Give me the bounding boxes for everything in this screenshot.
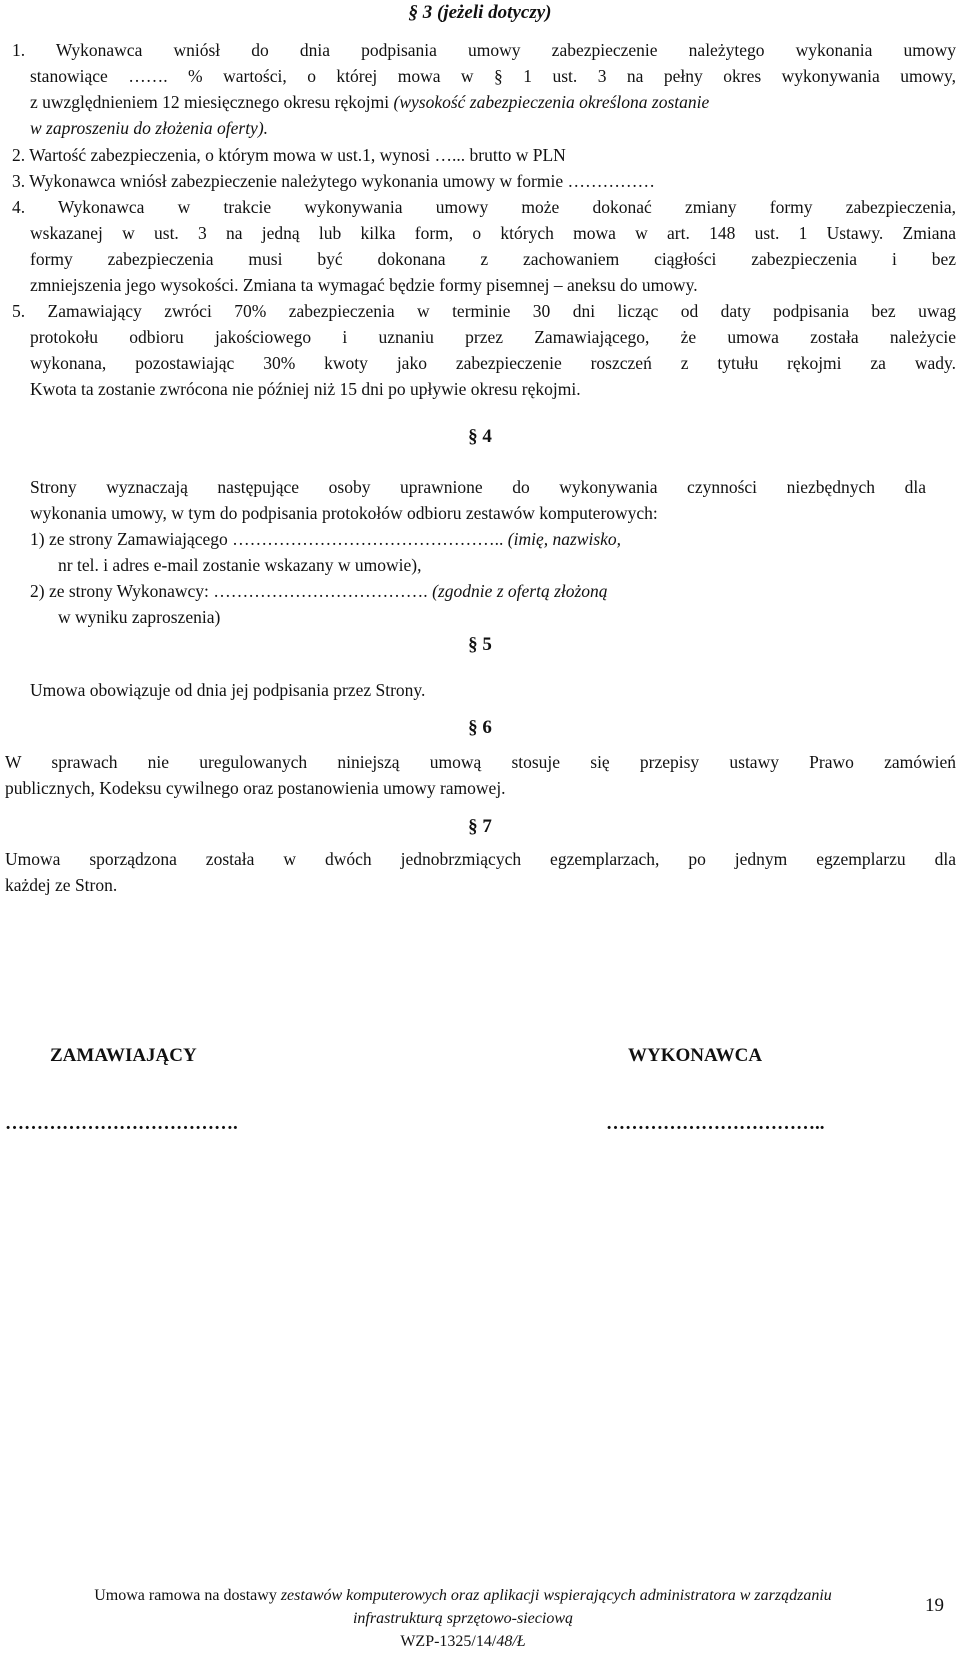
s3-p4-line1: 4. Wykonawca w trakcie wykonywania umowy może dokonać zmiany formy zabezpieczenia, xyxy=(12,197,956,217)
s4-line1: Strony wyznaczają następujące osoby uprawnione do wykonywania czynności niezbędnych dla xyxy=(30,477,926,497)
footer-reference-italic: 48/Ł xyxy=(496,1633,526,1650)
section-4-heading: § 4 xyxy=(468,426,492,447)
s4-line2: wykonania umowy, w tym do podpisania protokołów odbioru zestawów komputerowych: xyxy=(30,503,658,523)
s3-p4-line4: zmniejszenia jego wysokości. Zmiana ta wymagać będzie formy pisemnej – aneksu do umowy. xyxy=(30,275,698,295)
s3-p5-line1: 5. Zamawiający zwróci 70% zabezpieczenia w terminie 30 dni licząc od daty podpisania bez uwag xyxy=(12,301,956,321)
s3-p2: 2. Wartość zabezpieczenia, o którym mowa w ust.1, wynosi …... brutto w PLN xyxy=(12,145,566,165)
section-5-heading: § 5 xyxy=(468,634,492,655)
footer-line3 xyxy=(28,1631,898,1653)
s7-line2: każdej ze Stron. xyxy=(5,875,118,895)
s3-p3: 3. Wykonawca wniósł zabezpieczenie należytego wykonania umowy w formie …………… xyxy=(12,171,656,191)
s3-p1-line3 xyxy=(30,90,709,115)
s4-line6: w wyniku zaproszenia) xyxy=(58,607,221,627)
footer-line1-italic: zestawów komputerowych oraz aplikacji wspierających administratora w zarządzaniu xyxy=(280,1587,832,1604)
s3-p5-line4: Kwota ta zostanie zwrócona nie później niż 15 dni po upływie okresu rękojmi. xyxy=(30,379,581,399)
s3-p1-line3-text: z uwzględnieniem 12 miesięcznego okresu rękojmi xyxy=(30,92,390,112)
signature-label-wykonawca: WYKONAWCA xyxy=(628,1045,763,1066)
section-7-heading: § 7 xyxy=(468,816,492,837)
s4-line5 xyxy=(30,579,608,604)
s4-line3-italic: (imię, nazwisko, xyxy=(507,529,622,549)
footer-line1 xyxy=(28,1585,898,1607)
page-number: 19 xyxy=(925,1595,944,1616)
s4-line4: nr tel. i adres e-mail zostanie wskazany w umowie), xyxy=(58,555,422,575)
s3-p1-line4: w zaproszeniu do złożenia oferty). xyxy=(30,118,269,138)
section-3-heading: § 3 (jeżeli dotyczy) xyxy=(408,2,552,23)
s3-p5-line3: wykonana, pozostawiając 30% kwoty jako zabezpieczenie roszczeń z tytułu rękojmi za wady. xyxy=(30,353,956,373)
footer-line2: infrastrukturą sprzętowo-sieciową xyxy=(352,1610,573,1627)
s3-p4-line2: wskazanej w ust. 3 na jedną lub kilka form, o których mowa w art. 148 ust. 1 Ustawy. Zmiana xyxy=(30,223,956,243)
s3-p1-line2: stanowiące ……. % wartości, o której mowa w § 1 ust. 3 na pełny okres wykonywania umowy, xyxy=(30,66,956,86)
s3-p1-line1: 1. Wykonawca wniósł do dnia podpisania umowy zabezpieczenie należytego wykonania umowy xyxy=(12,40,956,60)
s3-p4-line3: formy zabezpieczenia musi być dokonana z zachowaniem ciągłości zabezpieczenia i bez xyxy=(30,249,956,269)
section-6-heading: § 6 xyxy=(468,717,492,738)
s5-text: Umowa obowiązuje od dnia jej podpisania przez Strony. xyxy=(30,680,426,700)
signature-label-zamawiajacy: ZAMAWIAJĄCY xyxy=(50,1045,197,1066)
s3-p5-line2: protokołu odbioru jakościowego i uznaniu przez Zamawiającego, że umowa została należycie xyxy=(30,327,956,347)
s7-line1: Umowa sporządzona została w dwóch jednobrzmiących egzemplarzach, po jednym egzemplarzu dla xyxy=(5,849,956,869)
footer-reference: WZP-1325/14/ xyxy=(400,1633,497,1650)
s6-line2: publicznych, Kodeksu cywilnego oraz postanowienia umowy ramowej. xyxy=(5,778,506,798)
s6-line1: W sprawach nie uregulowanych niniejszą umową stosuje się przepisy ustawy Prawo zamówień xyxy=(5,752,956,772)
s3-p1-line3-italic: (wysokość zabezpieczenia określona zostanie xyxy=(393,92,710,112)
signature-line-zamawiajacy: ………………………………. xyxy=(5,1113,238,1134)
footer-line1-text: Umowa ramowa na dostawy xyxy=(94,1587,277,1604)
s4-line3 xyxy=(30,527,621,552)
s4-line5-italic: (zgodnie z ofertą złożoną xyxy=(432,581,608,601)
s4-line5-text: 2) ze strony Wykonawcy: ………………………………. xyxy=(30,581,428,601)
s4-line3-text: 1) ze strony Zamawiającego ……………………………………….. xyxy=(30,529,504,549)
signature-line-wykonawca: …………………………….. xyxy=(606,1113,825,1134)
